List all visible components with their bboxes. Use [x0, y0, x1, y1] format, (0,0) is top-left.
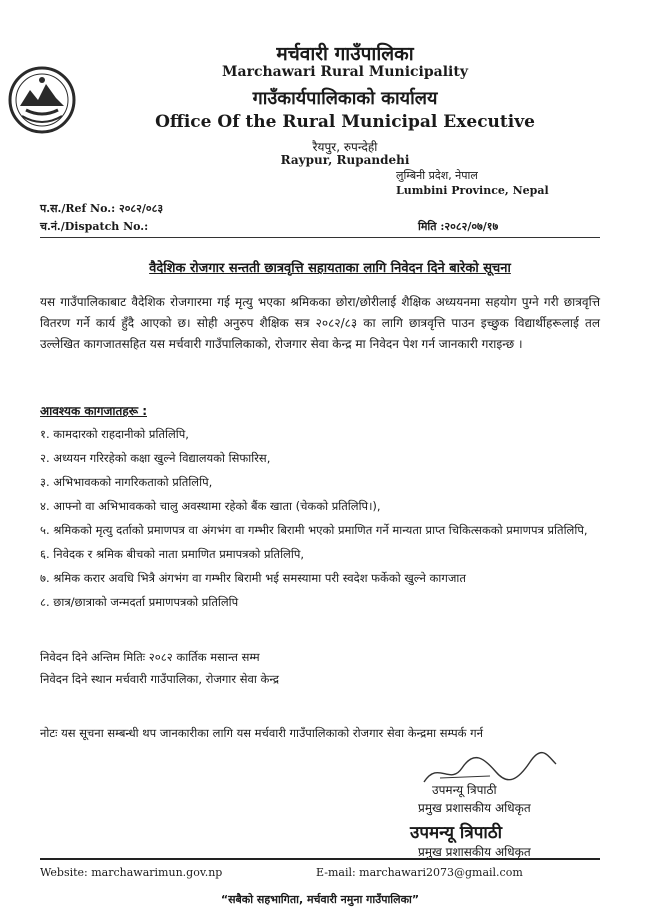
address-nepali: रैयपुर, रुपन्देही: [312, 140, 378, 154]
dispatch-number: च.नं./Dispatch No.:: [40, 220, 149, 233]
requirements-heading: आवश्यक कागजातहरू :: [40, 404, 147, 418]
signatory-title: प्रमुख प्रशासकीय अधिकृत: [418, 801, 531, 815]
signatory-name: उपमन्यू त्रिपाठी: [432, 783, 497, 797]
notice-date: मिति :२०८२/०७/१७: [418, 220, 499, 233]
website-link[interactable]: Website: marchawarimun.gov.np: [40, 866, 223, 879]
province-nepali: लुम्बिनी प्रदेश, नेपाल: [396, 169, 478, 182]
requirement-item: ५. श्रमिकको मृत्यु दर्ताको प्रमाणपत्र वा अंगभंग वा गम्भीर बिरामी भएको प्रमाणित गर्ने मान्यता प्राप्त चिकित्सकको प्रमाणपत्र प्रतिलिपि,: [40, 523, 588, 537]
header-divider: [40, 237, 600, 238]
municipality-name-english: Marchawari Rural Municipality: [222, 64, 468, 80]
requirements-list: [40, 424, 600, 616]
address-english: Raypur, Rupandehi: [280, 153, 410, 167]
contact-note: नोटः यस सूचना सम्बन्धी थप जानकारीका लागि यस मर्चवारी गाउँपालिकाको रोजगार सेवा केन्द्रमा सम्पर्क गर्न: [40, 726, 484, 740]
office-name-nepali: गाउँकार्यपालिकाको कार्यालय: [252, 88, 438, 109]
requirement-item: २. अध्ययन गरिरहेको कक्षा खुल्ने विद्यालयको सिफारिस,: [40, 451, 271, 465]
email-link[interactable]: E-mail: marchawari2073@gmail.com: [316, 866, 523, 879]
municipality-name-nepali: मर्चवारी गाउँपालिका: [276, 43, 414, 65]
notice-body: यस गाउँपालिकाबाट वैदेशिक रोजगारमा गई मृत्यु भएका श्रमिकका छोरा/छोरीलाई शैक्षिक अध्ययनमा सहयोग पुग्ने गरी छात्रवृत्ति वितरण गर्ने कार्य हुँदै आएको छ। सोही अनुरुप शैक्षिक सत्र २०८२/८३ का लागि छात्रवृत्ति पाउन इच्छुक विद्यार्थीहरूलाई तल उल्लेखित कागजातसहित यस मर्चवारी गाउँपालिकाको, रोजगार सेवा केन्द्र मा निवेदन पेश गर्न जानकारी गराइन्छ ।: [40, 295, 600, 351]
stamp-name: उपमन्यू त्रिपाठी: [410, 823, 503, 843]
requirement-item: ४. आफ्नो वा अभिभावकको चालु अवस्थामा रहेको बैंक खाता (चेकको प्रतिलिपि।),: [40, 499, 381, 513]
requirement-item: ७. श्रमिक करार अवधि भित्रै अंगभंग वा गम्भीर बिरामी भई समस्यामा परी स्वदेश फर्केको खुल्ने कागजात: [40, 571, 466, 585]
notice-title: वैदेशिक रोजगार सन्तती छात्रवृत्ति सहायताका लागि निवेदन दिने बारेको सूचना: [149, 261, 511, 276]
footer-motto: “सबैको सहभागिता, मर्चवारी नमुना गाउँपालिका”: [220, 893, 420, 906]
requirement-item: ३. अभिभावकको नागरिकताको प्रतिलिपि,: [40, 475, 213, 489]
application-deadline: निवेदन दिने अन्तिम मितिः २०८२ कार्तिक मसान्त सम्म: [40, 650, 260, 664]
requirement-item: ६. निवेदक र श्रमिक बीचको नाता प्रमाणित प्रमापत्रको प्रतिलिपि,: [40, 547, 305, 561]
stamp-title: प्रमुख प्रशासकीय अधिकृत: [418, 845, 531, 859]
footer-divider: [40, 858, 600, 860]
province-english: Lumbini Province, Nepal: [396, 184, 549, 197]
requirement-item: ८. छात्र/छात्राको जन्मदर्ता प्रमाणपत्रको प्रतिलिपि: [40, 595, 239, 609]
office-name-english: Office Of the Rural Municipal Executive: [155, 112, 535, 132]
nepal-emblem-logo: [8, 66, 76, 134]
application-place: निवेदन दिने स्थान मर्चवारी गाउँपालिका, रोजगार सेवा केन्द्र: [40, 672, 280, 686]
ref-number: प.स./Ref No.: २०८२/०८३: [40, 202, 164, 215]
requirement-item: १. कामदारको राहदानीको प्रतिलिपि,: [40, 427, 189, 441]
